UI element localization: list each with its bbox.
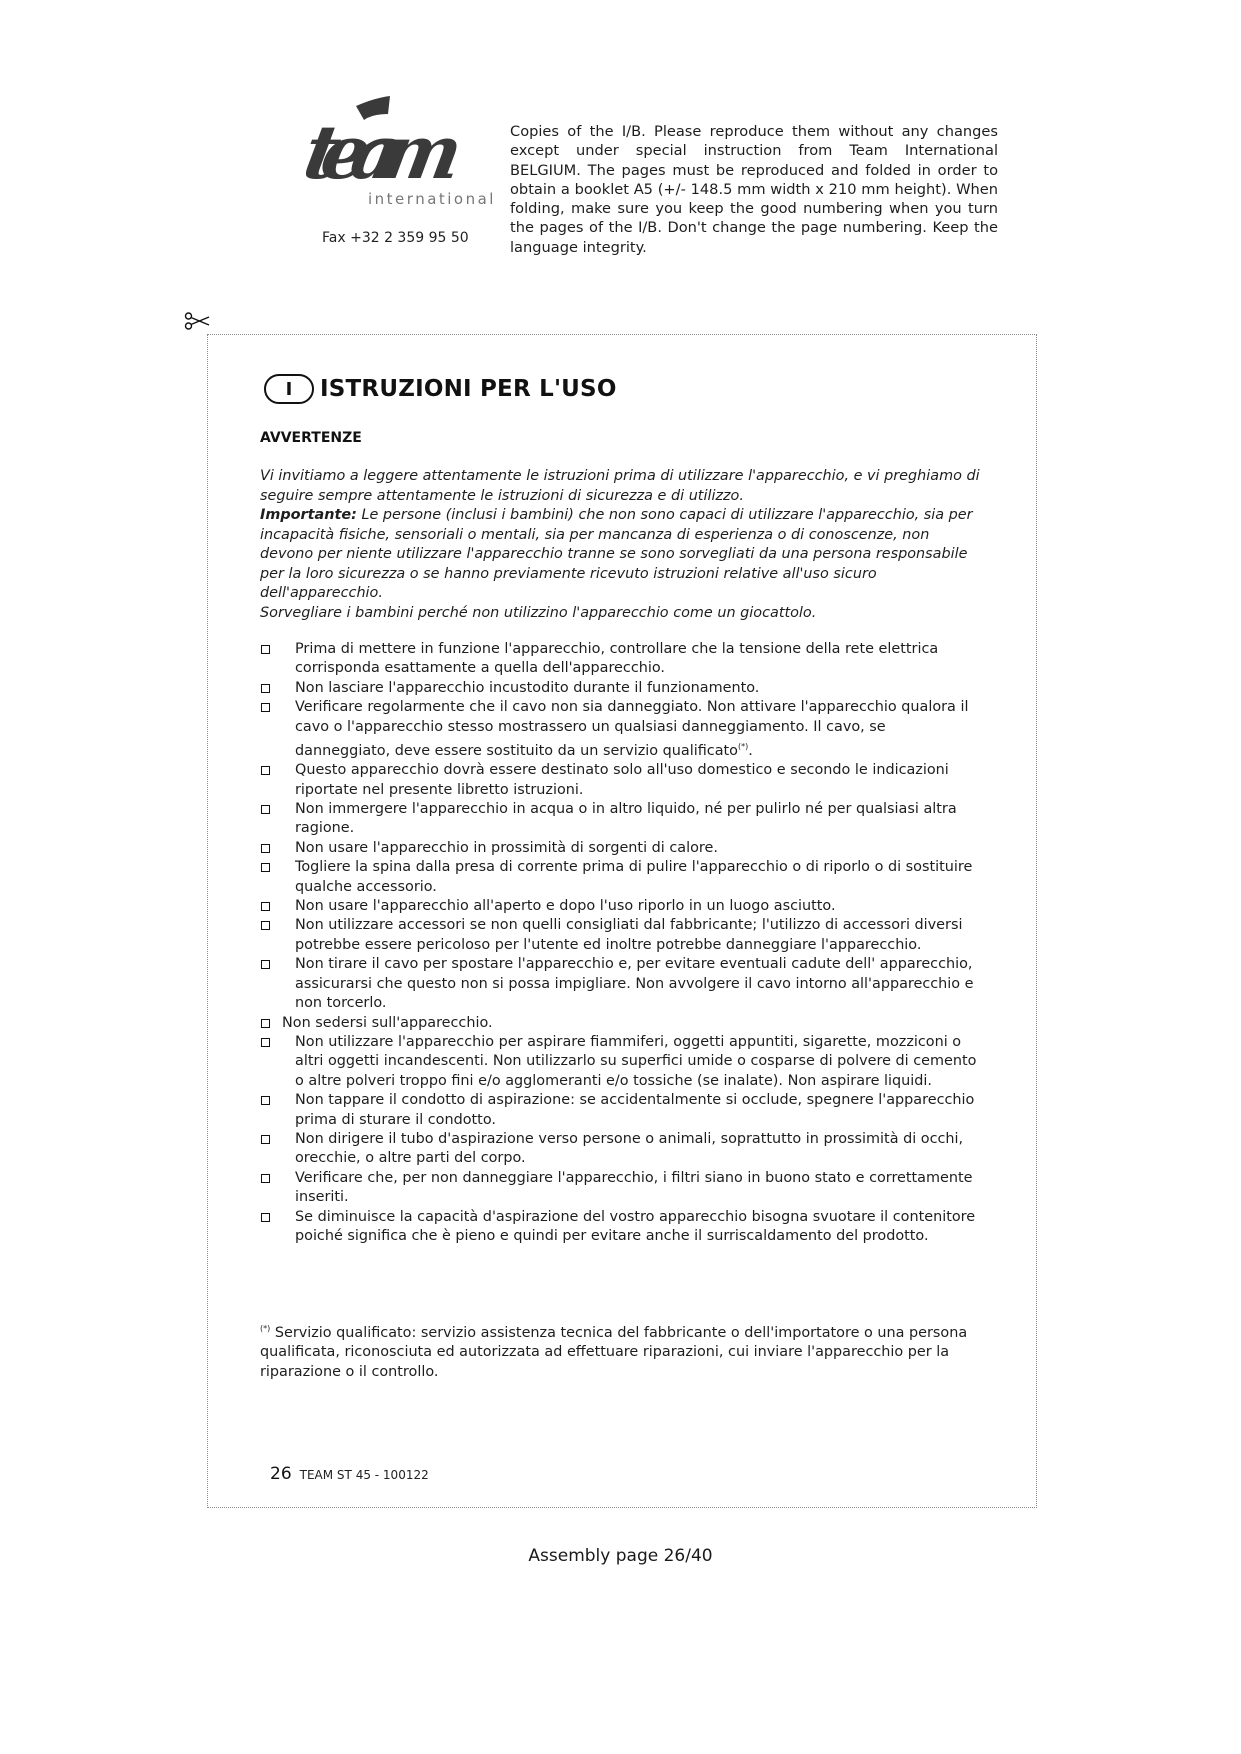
checkbox-icon — [261, 1174, 270, 1183]
important-text: Le persone (inclusi i bambini) che non sono capaci di utilizzare l'apparecchio, sia per incapacità fisiche, sensoriali o mentali, sia per mancanza di esperienza o di conoscenze, non devono per niente utilizzare l'apparecchio tranne se sono sorvegliati da una persona responsabile per la loro sicurezza o se hanno previamente ricevuto istruzioni relative all'uso sicuro dell'apparecchio. — [260, 507, 973, 601]
svg-text:international: international — [368, 190, 496, 208]
scissors-icon — [184, 312, 210, 330]
checkbox-icon — [261, 805, 270, 814]
page-number: 26 — [270, 1464, 292, 1484]
section-heading — [264, 374, 617, 404]
svg-text:team: team — [297, 108, 470, 196]
list-item-text: Togliere la spina dalla presa di corrente prima di pulire l'apparecchio o di riporlo o di sostituire qualche accessorio. — [295, 859, 973, 895]
list-item-text: Non dirigere il tubo d'aspirazione verso persone o animali, soprattutto in prossimità di occhi, orecchie, o altre parti del corpo. — [295, 1130, 964, 1167]
page-title: ISTRUZIONI PER L'USO — [320, 376, 617, 402]
model-code: TEAM ST 45 - 100122 — [299, 1468, 429, 1482]
footnote — [260, 1319, 980, 1383]
list-item — [260, 839, 984, 858]
checkbox-icon — [261, 1135, 270, 1144]
list-item — [260, 679, 984, 698]
checkbox-icon — [261, 960, 270, 969]
list-item-text: Prima di mettere in funzione l'apparecchio, controllare che la tensione della rete elettrica corrisponda esattamente a quella dell'apparecchio. — [295, 641, 939, 677]
list-item — [260, 1091, 984, 1130]
page-footer — [270, 1464, 429, 1484]
supervision-paragraph: Sorvegliare i bambini perché non utilizzino l'apparecchio come un giocattolo. — [260, 604, 817, 621]
checkbox-icon — [261, 863, 270, 872]
list-item — [260, 955, 984, 1013]
list-item — [260, 1208, 984, 1247]
checkbox-icon — [261, 1213, 270, 1222]
intro-block — [260, 467, 980, 623]
list-item — [260, 1033, 984, 1091]
list-item-text: Non tirare il cavo per spostare l'apparecchio e, per evitare eventuali cadute dell' apparecchio, assicurarsi che questo non si possa impigliare. Non avvolgere il cavo intorno all'apparecchio e non torcerlo. — [295, 956, 974, 1012]
list-item — [260, 1169, 984, 1208]
language-badge: I — [264, 374, 314, 404]
assembly-page-label: Assembly page 26/40 — [528, 1546, 713, 1566]
reproduction-instructions: Copies of the I/B. Please reproduce them without any changes except under special instruction from Team International BELGIUM. The pages must be reproduced and folded in order to obtain a booklet A5 (+/- 148.5 mm width x 210 mm height). When folding, make sure you keep the good numbering when you turn the pages of the I/B. Don't change the page numbering. Keep the language integrity. — [510, 123, 998, 256]
intro-paragraph: Vi invitiamo a leggere attentamente le istruzioni prima di utilizzare l'apparecchio, e vi preghiamo di seguire sempre attentamente le istruzioni di sicurezza e di utilizzo. — [260, 468, 980, 504]
team-international-logo — [297, 92, 496, 214]
footnote-text: Servizio qualificato: servizio assistenza tecnica del fabbricante o dell'importatore o una persona qualificata, riconosciuta ed autorizzata ad effettuare riparazioni, cui inviare l'apparecchio per la riparazione o il controllo. — [260, 1324, 968, 1380]
checkbox-icon — [261, 1096, 270, 1105]
list-item — [260, 897, 984, 916]
footnote-reference: (*) — [737, 742, 749, 752]
list-item-text: Non immergere l'apparecchio in acqua o in altro liquido, né per pulirlo né per qualsiasi altra ragione. — [295, 801, 957, 837]
list-item — [260, 1130, 984, 1169]
important-paragraph — [260, 506, 980, 604]
list-item — [260, 916, 984, 955]
checkbox-icon — [261, 1038, 270, 1047]
checkbox-icon — [261, 902, 270, 911]
list-item-text: Non tappare il condotto di aspirazione: se accidentalmente si occlude, spegnere l'apparecchio prima di sturare il condotto. — [295, 1092, 975, 1128]
checkbox-icon — [261, 844, 270, 853]
list-item — [260, 858, 984, 897]
checkbox-icon — [261, 766, 270, 775]
list-item-text: Non utilizzare l'apparecchio per aspirare fiammiferi, oggetti appuntiti, sigarette, mozziconi o altri oggetti incandescenti. Non utilizzarlo su superfici umide o cosparse di polvere di cemento o altre polveri troppo fini e/o agglomeranti e/o tossiche (se inalate). Non aspirare liquidi. — [295, 1033, 977, 1089]
list-item — [260, 640, 984, 679]
list-item-text: Non usare l'apparecchio all'aperto e dopo l'uso riporlo in un luogo asciutto. — [295, 898, 836, 915]
list-item-text: Verificare che, per non danneggiare l'apparecchio, i filtri siano in buono stato e correttamente inseriti. — [295, 1169, 973, 1206]
checkbox-icon — [261, 684, 270, 693]
list-item-text: Questo apparecchio dovrà essere destinato solo all'uso domestico e secondo le indicazioni riportate nel presente libretto istruzioni. — [295, 762, 949, 798]
warnings-heading: AVVERTENZE — [260, 430, 362, 446]
checkbox-icon — [261, 645, 270, 654]
list-item — [260, 1014, 984, 1033]
checkbox-icon — [261, 703, 270, 712]
checkbox-icon — [261, 1019, 270, 1028]
list-item: Verificare regolarmente che il cavo non sia danneggiato. Non attivare l'apparecchio qualora il cavo o l'apparecchio stesso mostrassero un qualsiasi danneggiamento. Il cavo, se danneggiato, deve essere sostituito da un servizio qualificato(*). — [260, 698, 984, 761]
checkbox-icon — [261, 921, 270, 930]
footnote-marker: (*) — [260, 1324, 271, 1333]
list-item-text: Non sedersi sull'apparecchio. — [282, 1014, 493, 1031]
list-item — [260, 761, 984, 800]
list-item-text: Verificare regolarmente che il cavo non sia danneggiato. Non attivare l'apparecchio qualora il cavo o l'apparecchio stesso mostrassero un qualsiasi danneggiamento. Il cavo, se danneggiato, deve essere sostituito da un servizio qualificato — [295, 699, 969, 759]
list-item — [260, 800, 984, 839]
important-label: Importante: — [260, 507, 357, 523]
list-item-text: Non usare l'apparecchio in prossimità di sorgenti di calore. — [295, 839, 718, 856]
list-item-text: Se diminuisce la capacità d'aspirazione del vostro apparecchio bisogna svuotare il contenitore poiché significa che è pieno e quindi per evitare anche il surriscaldamento del prodotto. — [295, 1208, 976, 1244]
warning-list — [260, 640, 984, 1246]
fax-number: Fax +32 2 359 95 50 — [322, 230, 469, 246]
list-item-text: Non utilizzare accessori se non quelli consigliati dal fabbricante; l'utilizzo di accessori diversi potrebbe essere pericoloso per l'utente ed inoltre potrebbe danneggiare l'apparecchio. — [295, 917, 963, 953]
list-item-text: Non lasciare l'apparecchio incustodito durante il funzionamento. — [295, 679, 760, 696]
